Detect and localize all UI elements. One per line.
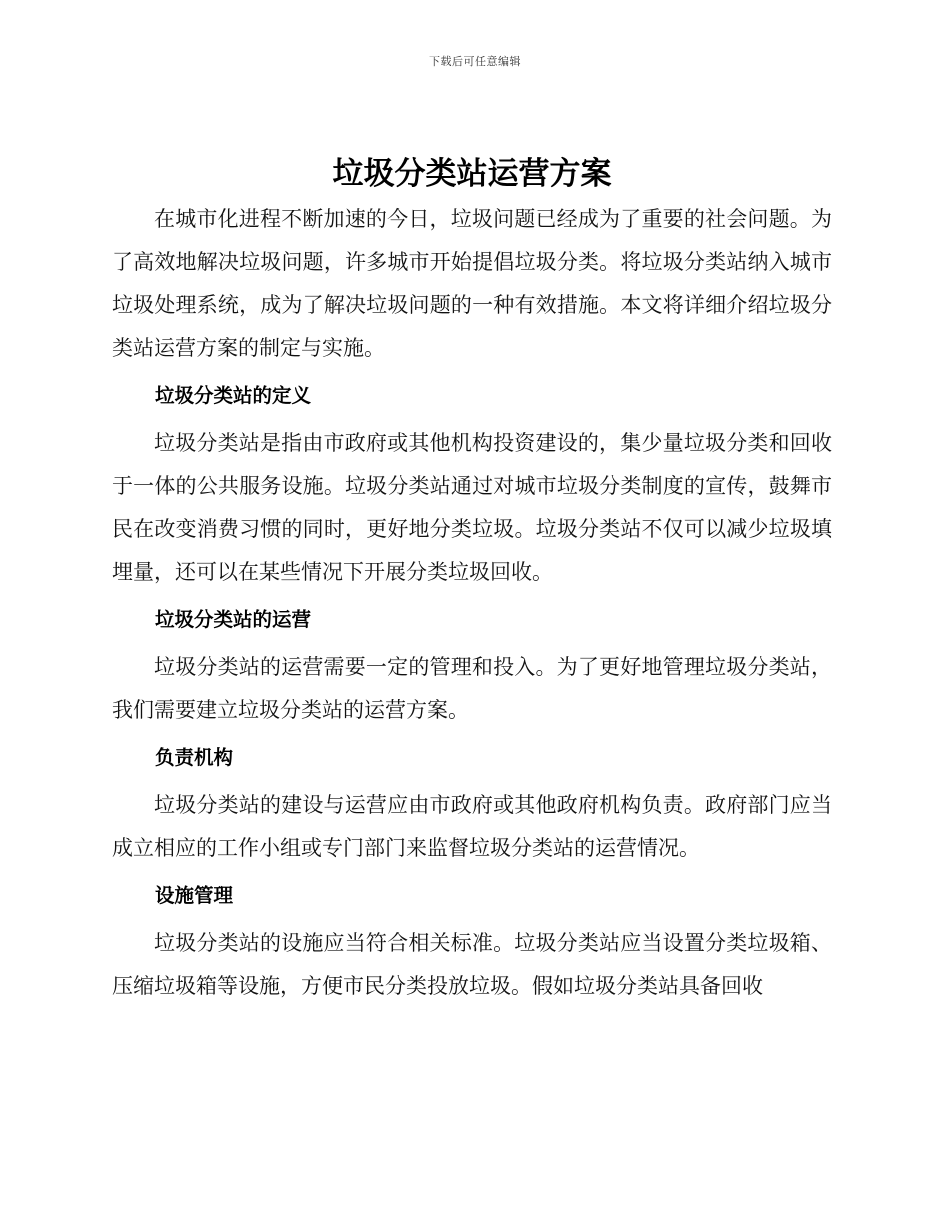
document-body [112,150,832,1008]
intro-paragraph: 在城市化进程不断加速的今日，垃圾问题已经成为了重要的社会问题。为了高效地解决垃圾问题，许多城市开始提倡垃圾分类。将垃圾分类站纳入城市垃圾处理系统，成为了解决垃圾问题的一种有效措施。本文将详细介绍垃圾分类站运营方案的制定与实施。 [112,207,832,360]
section-heading-operation: 垃圾分类站的运营 [155,608,312,631]
section-body-responsible-agency: 垃圾分类站的建设与运营应由市政府或其他政府机构负责。政府部门应当成立相应的工作小组或专门部门来监督垃圾分类站的运营情况。 [112,793,832,860]
section-heading-responsible-agency: 负责机构 [155,746,234,769]
section-heading-definition: 垃圾分类站的定义 [155,384,312,407]
section-body-facility-management: 垃圾分类站的设施应当符合相关标准。垃圾分类站应当设置分类垃圾箱、压缩垃圾箱等设施，方便市民分类投放垃圾。假如垃圾分类站具备回收 [112,931,832,998]
page-header-note: 下载后可任意编辑 [429,55,521,68]
section-body-operation: 垃圾分类站的运营需要一定的管理和投入。为了更好地管理垃圾分类站，我们需要建立垃圾分类站的运营方案。 [112,655,832,722]
section-heading-facility-management: 设施管理 [155,884,234,907]
document-title: 垃圾分类站运营方案 [332,156,612,192]
section-body-definition: 垃圾分类站是指由市政府或其他机构投资建设的，集少量垃圾分类和回收于一体的公共服务设施。垃圾分类站通过对城市垃圾分类制度的宣传，鼓舞市民在改变消费习惯的同时，更好地分类垃圾。垃圾分类站不仅可以减少垃圾填埋量，还可以在某些情况下开展分类垃圾回收。 [112,431,832,584]
